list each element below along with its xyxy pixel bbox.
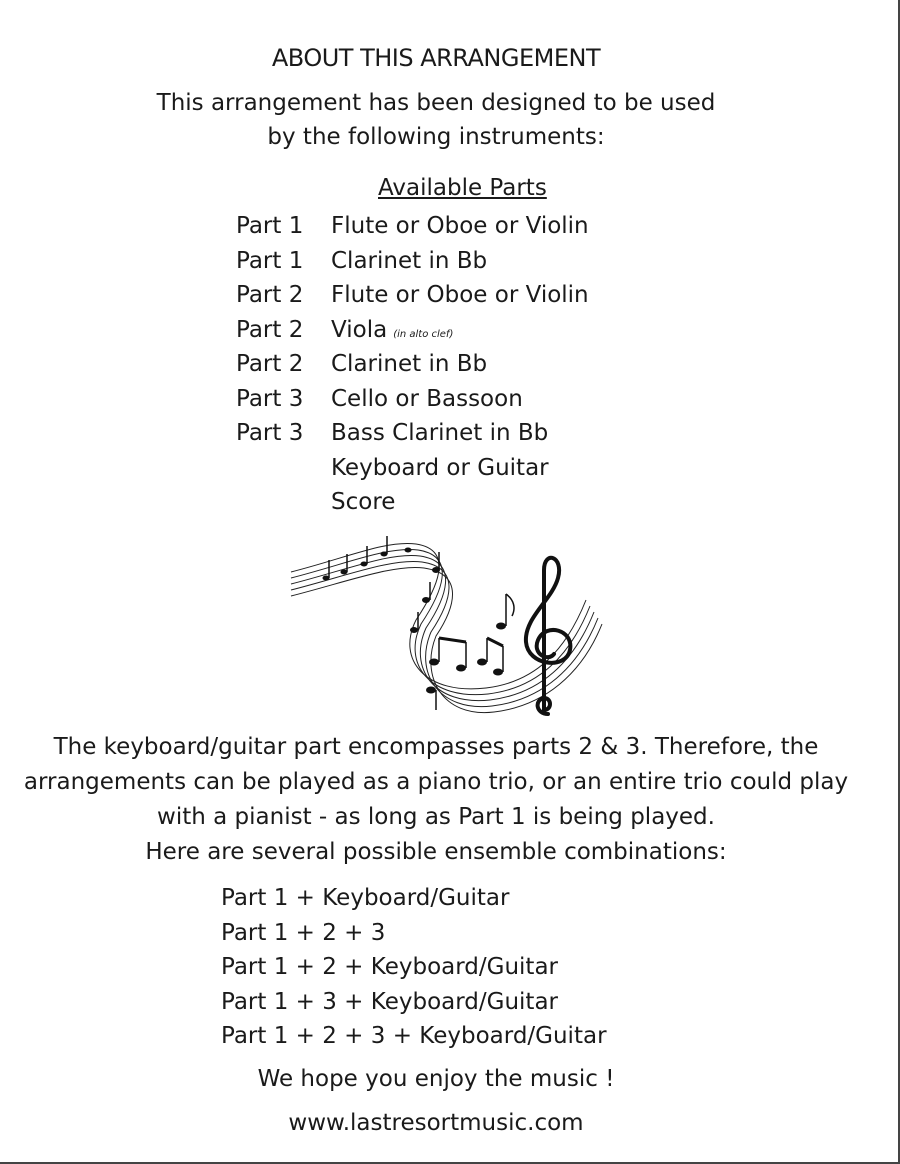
closing-message: We hope you enjoy the music !: [257, 1066, 615, 1092]
available-parts-heading: Available Parts: [378, 175, 547, 201]
intro-text: [0, 86, 872, 154]
intro-line: by the following instruments:: [267, 124, 605, 150]
instrument-name: Flute or Oboe or Violin: [331, 213, 589, 239]
paragraph-line: The keyboard/guitar part encompasses parts 2 & 3. Therefore, the: [53, 734, 819, 760]
instrument-name: Keyboard or Guitar: [331, 454, 549, 481]
part-number: Part 1: [236, 247, 304, 274]
paragraph-line: Here are several possible ensemble combinations:: [145, 839, 727, 865]
instrument-name: Clarinet in Bb: [331, 247, 488, 274]
part-number: Part 3: [236, 385, 304, 412]
instrument-name: Clarinet in Bb: [331, 351, 488, 377]
list-item: Part 1 + 2 + 3 + Keyboard/Guitar: [221, 1023, 607, 1049]
instrument-name: Flute or Oboe or Violin: [331, 282, 589, 308]
list-item: Part 1 + 2 + 3: [221, 919, 386, 946]
instrument-name: Viola: [331, 316, 388, 343]
ensemble-description: [0, 730, 872, 870]
paragraph-line: with a pianist - as long as Part 1 is being played.: [157, 804, 715, 830]
paragraph-line: arrangements can be played as a piano trio, or an entire trio could play: [23, 769, 849, 795]
website-url: www.lastresortmusic.com: [288, 1110, 584, 1136]
part-number: Part 1: [236, 213, 304, 239]
ensemble-combinations-list: [221, 881, 607, 1054]
part-number: Part 2: [236, 351, 304, 377]
instrument-name: Score: [331, 489, 396, 515]
list-item: Part 1 + 2 + Keyboard/Guitar: [221, 954, 558, 980]
instrument-name: Cello or Bassoon: [331, 385, 523, 412]
page-title: ABOUT THIS ARRANGEMENT: [271, 44, 601, 72]
list-item: Part 1 + Keyboard/Guitar: [221, 885, 510, 911]
intro-line: This arrangement has been designed to be used: [156, 90, 716, 116]
part-number: Part 2: [236, 316, 304, 343]
part-number: Part 3: [236, 420, 304, 446]
part-number: Part 2: [236, 282, 304, 308]
clef-note: (in alto clef): [393, 328, 454, 340]
instrument-name: Bass Clarinet in Bb: [331, 420, 549, 446]
list-item: Part 1 + 3 + Keyboard/Guitar: [221, 988, 558, 1015]
music-staff-treble-clef-icon: [286, 530, 606, 720]
